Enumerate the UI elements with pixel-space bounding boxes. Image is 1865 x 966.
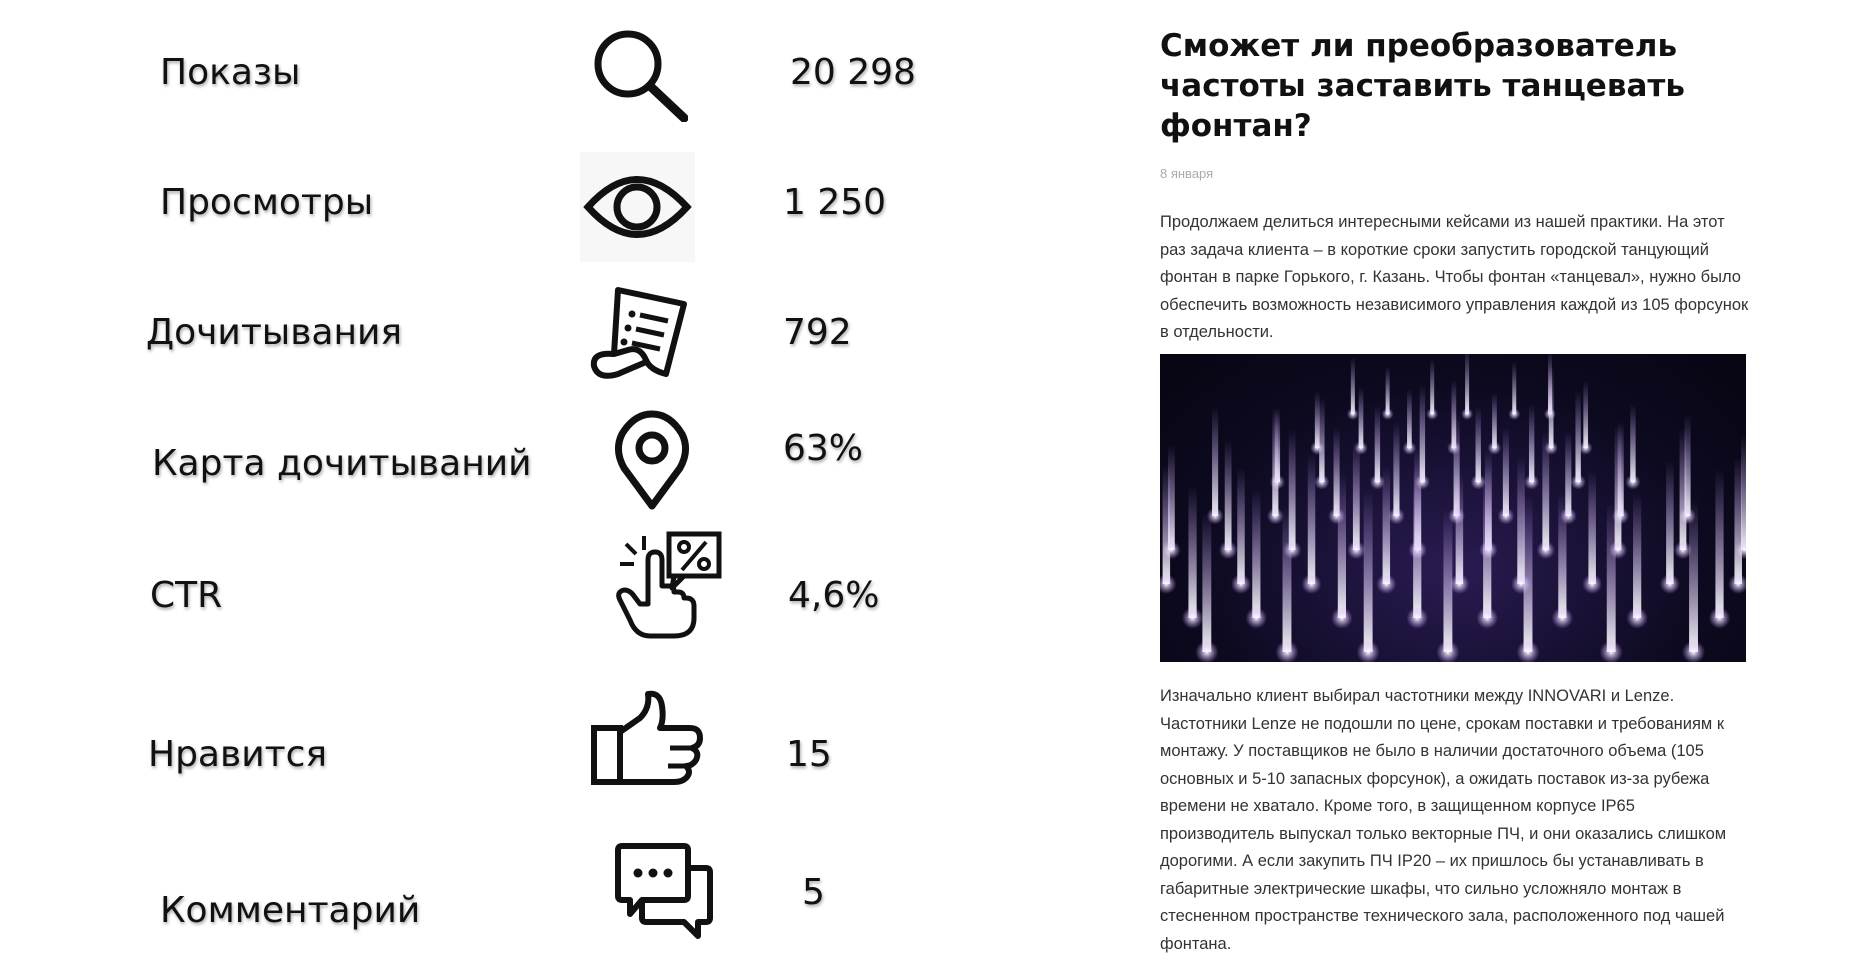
fountain-jet xyxy=(1353,441,1360,550)
stat-label-read-map: Карта дочитываний xyxy=(152,443,532,484)
fountain-light xyxy=(1388,508,1405,525)
stat-label-comments: Комментарий xyxy=(160,890,421,931)
fountain-jet xyxy=(1407,389,1412,448)
eye-icon xyxy=(580,152,695,262)
fountain-light xyxy=(1182,607,1204,629)
stat-value-ctr: 4,6% xyxy=(788,575,880,616)
fountain-light xyxy=(1160,574,1176,594)
fountain-jet xyxy=(1558,493,1566,618)
fountain-light xyxy=(1436,640,1459,662)
fountain-light xyxy=(1625,474,1640,489)
fountain-jet xyxy=(1443,509,1452,652)
fountain-light xyxy=(1246,607,1268,629)
fountain-light xyxy=(1382,408,1394,420)
stat-value-impressions: 20 298 xyxy=(790,52,916,93)
stat-label-read-through: Дочитывания xyxy=(146,312,403,353)
fountain-jet xyxy=(1524,495,1533,652)
fountain-jet xyxy=(1359,387,1364,448)
fountain-jet xyxy=(1483,469,1491,618)
fountain-light xyxy=(1552,607,1574,629)
fountain-jet xyxy=(1237,468,1245,584)
fountain-jet xyxy=(1272,407,1278,516)
fountain-jet xyxy=(1351,357,1355,414)
fountain-light xyxy=(1537,541,1555,559)
fountain-light xyxy=(1449,574,1469,594)
fountain-jet xyxy=(1588,471,1596,584)
fountain-jet xyxy=(1575,391,1580,482)
fountain-light xyxy=(1219,541,1237,559)
fountain-jet xyxy=(1319,397,1324,482)
document-scroll-icon xyxy=(588,282,688,382)
fountain-light xyxy=(1660,574,1680,594)
fountain-jet xyxy=(1680,428,1687,550)
article-date: 8 января xyxy=(1160,166,1214,181)
fountain-light xyxy=(1476,607,1498,629)
stat-value-comments: 5 xyxy=(802,872,825,913)
fountain-jet xyxy=(1430,359,1434,414)
fountain-jet xyxy=(1386,367,1390,414)
fountain-jet xyxy=(1549,365,1554,448)
fountain-illustration xyxy=(1160,354,1746,662)
fountain-jet xyxy=(1413,468,1421,618)
fountain-jet xyxy=(1630,403,1635,482)
fountain-jet xyxy=(1383,466,1391,584)
fountain-jet xyxy=(1163,464,1171,584)
stat-value-read-through: 792 xyxy=(783,312,852,353)
fountain-jet xyxy=(1583,381,1588,448)
stat-value-views: 1 250 xyxy=(783,182,887,223)
fountain-jet xyxy=(1666,460,1674,584)
fountain-jet xyxy=(1225,439,1232,550)
search-icon xyxy=(588,26,688,122)
article-paragraph-2: Изначально клиент выбирал частотники между INNOVARI и Lenze. Частотники Lenze не подошли по цене, срокам поставки и требованиям к монтажу. У поставщиков не было в наличии достаточного объема (105 основных и 5-10 запасных форсунок), а ожидать поставок из-за рубежа времени не хватало. Кроме того, в защищенном корпусе IP65 производитель выпускал только векторные ПЧ, и они оказались слишком дорогими. А если закупить ПЧ IP20 – их пришлось бы устанавливать в габаритные электрические шкафы, что сильно усложняло монтаж в стесненном пространстве технического зала, расположенного под чашей фонтана. xyxy=(1160,687,1727,953)
fountain-light xyxy=(1275,640,1298,662)
fountain-jet xyxy=(1607,502,1616,652)
fountain-jet xyxy=(1503,427,1509,516)
fountain-light xyxy=(1524,474,1539,489)
article xyxy=(1160,26,1750,347)
fountain-light xyxy=(1314,474,1329,489)
stat-label-views: Просмотры xyxy=(160,182,374,223)
fountain-light xyxy=(1498,508,1515,525)
fountain-light xyxy=(1357,640,1380,662)
fountain-jet xyxy=(1542,431,1549,550)
fountain-light xyxy=(1582,574,1602,594)
fountain-jet xyxy=(1456,474,1464,584)
stat-value-read-map: 63% xyxy=(783,428,864,469)
fountain-jet xyxy=(1283,507,1292,652)
click-percent-icon xyxy=(614,530,724,640)
fountain-light xyxy=(1267,508,1284,525)
fountain-light xyxy=(1516,640,1539,662)
fountain-light xyxy=(1600,640,1623,662)
fountain-jet xyxy=(1465,354,1469,414)
fountain-light xyxy=(1347,541,1365,559)
fountain-light xyxy=(1331,607,1353,629)
fountain-jet xyxy=(1393,422,1399,516)
article-title[interactable]: Сможет ли преобразователь частоты заставить танцевать фонтан? xyxy=(1160,28,1685,144)
chat-bubbles-icon xyxy=(612,842,717,947)
article-paragraph-1: Продолжаем делиться интересными кейсами из нашей практики. На этот раз задача клиента – в короткие сроки запустить городской танцующий фонтан в парке Горького, г. Казань. Чтобы фонтан «танцевал», нужно было обеспечить возможность независимого управления каждой из 105 форсунок в отдельности. xyxy=(1160,213,1749,341)
fountain-light xyxy=(1195,640,1218,662)
stat-label-likes: Нравится xyxy=(148,734,328,775)
fountain-photo xyxy=(1160,354,1746,662)
fountain-jet xyxy=(1308,453,1316,584)
fountain-jet xyxy=(1512,362,1516,414)
fountain-light xyxy=(1579,441,1593,455)
fountain-jet xyxy=(1492,392,1497,448)
fountain-jet xyxy=(1476,407,1481,482)
map-pin-icon xyxy=(612,410,692,510)
stat-value-likes: 15 xyxy=(786,734,832,775)
stat-label-impressions: Показы xyxy=(160,52,301,93)
fountain-light xyxy=(1231,574,1251,594)
fountain-jet xyxy=(1364,490,1373,652)
fountain-jet xyxy=(1202,512,1211,652)
fountain-jet xyxy=(1338,473,1346,618)
fountain-jet xyxy=(1375,406,1380,482)
fountain-jet xyxy=(1689,500,1698,652)
fountain-light xyxy=(1728,574,1746,594)
fountain-jet xyxy=(1529,404,1534,482)
fountain-jet xyxy=(1633,493,1641,618)
fountain-jet xyxy=(1188,486,1196,618)
fountain-light xyxy=(1406,607,1428,629)
stat-label-ctr: CTR xyxy=(150,575,223,616)
fountain-light xyxy=(1426,408,1438,420)
fountain-light xyxy=(1302,574,1322,594)
fountain-jet xyxy=(1715,469,1723,618)
fountain-light xyxy=(1403,441,1417,455)
fountain-light xyxy=(1347,408,1359,420)
fountain-light xyxy=(1508,408,1520,420)
fountain-light xyxy=(1626,607,1648,629)
fountain-jet xyxy=(1734,456,1742,584)
fountain-jet xyxy=(1252,489,1260,618)
fountain-jet xyxy=(1315,392,1320,448)
fountain-light xyxy=(1376,574,1396,594)
thumbs-up-icon xyxy=(590,690,705,786)
fountain-light xyxy=(1571,474,1586,489)
fountain-jet xyxy=(1212,406,1218,516)
fountain-light xyxy=(1709,607,1731,629)
fountain-light xyxy=(1682,640,1705,662)
fountain-light xyxy=(1461,408,1473,420)
